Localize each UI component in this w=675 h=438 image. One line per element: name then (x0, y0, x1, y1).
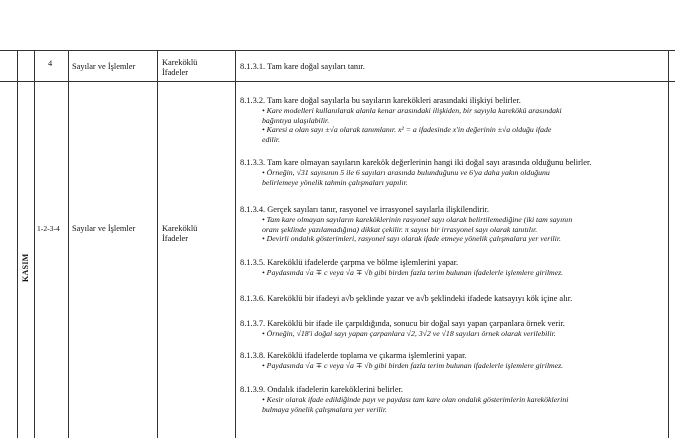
objective-text: 8.1.3.1. Tam kare doğal sayıları tanır. (240, 62, 365, 71)
column-divider (235, 50, 236, 438)
objective-8-1-3-5 (240, 258, 665, 278)
objective-heading: 8.1.3.3. Tam kare olmayan sayıların karekök değerlerinin hangi iki doğal sayı arasında olduğunu belirler. (240, 158, 592, 167)
column-divider (668, 50, 669, 438)
objective-note: oranı şeklinde yazılamadığına) dikkat çekilir. π sayısı bir irrasyonel sayı olarak tanıtılır. (262, 224, 538, 234)
table-top-border (0, 50, 675, 51)
objective-heading: 8.1.3.8. Kareköklü ifadelerde toplama ve çıkarma işlemlerini yapar. (240, 351, 467, 360)
objective-note: • Karesi a olan sayı ±√a olarak tanımlanır. x² = a ifadesinde x'in değerinin ±√a olduğu ifade (262, 125, 552, 135)
objective-note: • Paydasında √a ∓ c veya √a ∓ √b gibi birden fazla terim bulunan ifadelerle işlemlere girilmez. (262, 361, 564, 370)
topic-line-1: Kareköklü (162, 58, 198, 67)
column-divider (68, 50, 69, 438)
column-divider (34, 50, 35, 438)
objective-heading: 8.1.3.5. Kareköklü ifadelerde çarpma ve bölme işlemlerini yapar. (240, 258, 459, 267)
topic-line-2: İfadeler (162, 68, 189, 77)
objective-note: • Paydasında √a ∓ c veya √a ∓ √b gibi birden fazla terim bulunan ifadelerle işlemlere girilmez. (262, 268, 564, 277)
objective-8-1-3-7 (240, 319, 665, 339)
row-divider (0, 81, 675, 82)
objective-heading: 8.1.3.4. Gerçek sayıları tanır, rasyonel ve irrasyonel sayılarla ilişkilendirir. (240, 205, 489, 214)
column-divider (17, 50, 18, 438)
topic-line-1: Kareköklü (162, 224, 198, 233)
week-range: 1-2-3-4 (37, 224, 60, 233)
objective-8-1-3-9 (240, 385, 665, 414)
objective-heading: 8.1.3.7. Kareköklü bir ifade ile çarpıldığında, sonucu bir doğal sayı yapan çarpanlara örnek verir. (240, 319, 565, 328)
objective-note: bağıntıya ulaşılabilir. (262, 115, 330, 125)
objective-note: edilir. (262, 134, 280, 144)
objective-heading: 8.1.3.9. Ondalık ifadelerin kareköklerini belirler. (240, 385, 404, 394)
objective-note: • Örneğin, √18'i doğal sayı yapan çarpanlara √2, 3√2 ve √18 sayıları örnek olarak verilebilir. (262, 329, 556, 338)
unit-name: Sayılar ve İşlemler (72, 224, 136, 233)
objective-note: belirlemeye yönelik tahmin çalışmaları yapılır. (262, 177, 408, 187)
objective-heading: 8.1.3.6. Kareköklü bir ifadeyi a√b şeklinde yazar ve a√b şeklindeki ifadede katsayıyı kök içine alır. (240, 294, 573, 303)
objective-note: • Tam kare olmayan sayıların kareköklerinin rasyonel sayı olarak belirtilemediğine (iki tam sayının (262, 215, 573, 224)
objective-note: • Örneğin, √31 sayısının 5 ile 6 sayıları arasında bulunduğunu ve 6'ya daha yakın olduğunu (262, 168, 550, 177)
objective-8-1-3-4 (240, 205, 665, 244)
objective-8-1-3-8 (240, 351, 665, 371)
column-divider (157, 50, 158, 438)
objective-8-1-3-6 (240, 294, 665, 304)
objective-8-1-3-3 (240, 158, 665, 187)
week-number: 4 (48, 59, 53, 68)
objective-8-1-3-2 (240, 96, 665, 144)
objective-note: • Kesir olarak ifade edildiğinde payı ve paydası tam kare olan ondalık gösterimlerin kareköklerini (262, 395, 569, 404)
month-label: KASIM (21, 253, 30, 282)
unit-name: Sayılar ve İşlemler (72, 62, 136, 71)
objective-note: • Devirli ondalık gösterimleri, rasyonel sayı olarak ifade etmeye yönelik çalışmalara yer verilir. (262, 234, 561, 244)
objective-note: • Kare modelleri kullanılarak alanla kenar arasındaki ilişkiden, bir sayıyla karekökü arasındaki (262, 106, 562, 115)
objective-note: bulmaya yönelik çalışmalara yer verilir. (262, 404, 387, 414)
topic-line-2: İfadeler (162, 234, 189, 243)
objective-heading: 8.1.3.2. Tam kare doğal sayılarla bu sayıların karekökleri arasındaki ilişkiyi belirler. (240, 96, 521, 105)
